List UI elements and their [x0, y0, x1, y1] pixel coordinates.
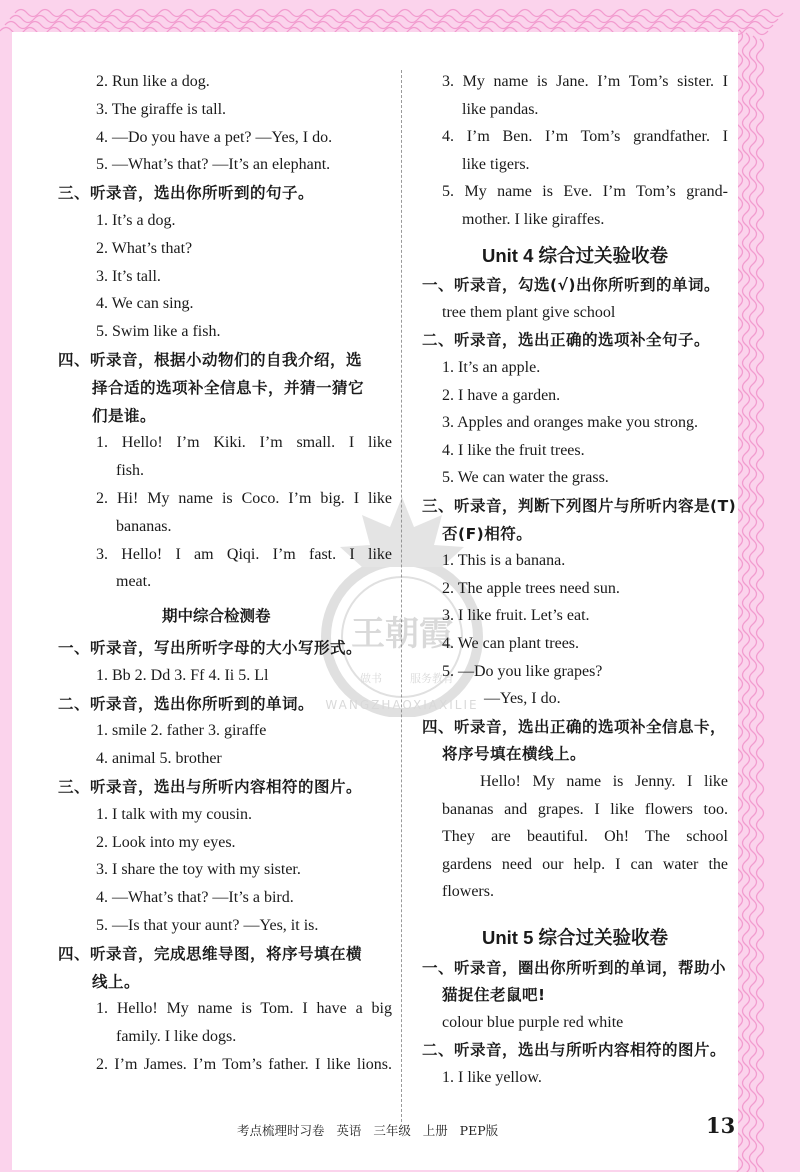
publisher-watermark: [302, 487, 502, 717]
list-item: 2. I’m James. I’m Tom’s father. I like lions.: [96, 1056, 392, 1073]
passage-line: bananas and grapes. I like flowers too.: [442, 800, 728, 818]
list-item: 5. My name is Eve. I’m Tom’s grand-: [442, 183, 728, 201]
list-item: 2. What’s that?: [96, 239, 193, 257]
list-item: 1. It’s an apple.: [442, 359, 541, 376]
section-heading: 三、听录音，选出与所听内容相符的图片。: [58, 778, 363, 796]
watermark-brand: 王朝霞: [351, 614, 453, 654]
page-sheet: [12, 32, 738, 1170]
list-item: 4. animal 5. brother: [96, 750, 222, 768]
section-heading: 三、听录音，判断下列图片与所听内容是(T): [422, 497, 737, 515]
list-item: 1. I talk with my cousin.: [96, 805, 252, 823]
list-item: 2. Run like a dog.: [96, 73, 210, 90]
page-number: 13: [706, 1113, 736, 1138]
section-heading: 四、听录音，完成思维导图，将序号填在横: [58, 944, 363, 963]
section-heading-continued: 择合适的选项补全信息卡，并猜一猜它: [92, 378, 365, 397]
watermark-tag-left: 做书: [360, 672, 382, 685]
list-item: 5. —Is that your aunt? —Yes, it is.: [96, 917, 319, 934]
list-item: 3. My name is Jane. I’m Tom’s sister. I: [442, 73, 728, 90]
list-item: 4. —Do you have a pet? —Yes, I do.: [96, 128, 333, 146]
list-item: 2. Hi! My name is Coco. I’m big. I like: [96, 490, 392, 507]
watermark-ring-text: WANGZHAOXIAXILIE: [325, 698, 479, 712]
list-item: 1. Bb 2. Dd 3. Ff 4. Ii 5. Ll: [96, 666, 269, 684]
right-wave-line: [743, 33, 750, 1172]
unit-title: Unit 5 综合过关验收卷: [482, 927, 669, 948]
section-heading: 一、听录音，圈出你所听到的单词，帮助小: [422, 958, 727, 977]
list-item-continued: bananas.: [116, 517, 172, 535]
section-heading-continued: 将序号填在横线上。: [442, 745, 587, 764]
list-item-continued: like tigers.: [462, 155, 530, 173]
page-footer: [12, 1113, 738, 1143]
word-list: colour blue purple red white: [442, 1013, 624, 1031]
list-item-continued: fish.: [116, 462, 144, 480]
list-item: 3. I like fruit. Let’s eat.: [442, 607, 590, 625]
section-heading-continued: 线上。: [92, 972, 141, 991]
list-item: 5. Swim like a fish.: [96, 323, 221, 341]
section-heading: 二、听录音，选出你所听到的单词。: [58, 694, 315, 713]
section-heading: 一、听录音，写出所听字母的大小写形式。: [58, 639, 363, 657]
right-wave-border: [736, 30, 764, 1172]
list-item-continued: family. I like dogs.: [116, 1028, 237, 1046]
footer-book-info: 考点梳理时习卷 英语 三年级 上册 PEP版: [237, 1123, 499, 1138]
passage-line: Hello! My name is Jenny. I like: [480, 773, 728, 790]
passage-line: flowers.: [442, 883, 494, 901]
passage-line: They are beautiful. Oh! The school: [442, 828, 728, 846]
exam-title: 期中综合检测卷: [162, 607, 271, 626]
list-item: 3. Apples and oranges make you strong.: [442, 414, 698, 432]
list-item: 2. The apple trees need sun.: [442, 579, 620, 597]
list-item-continued: like pandas.: [462, 100, 539, 118]
list-item: 1. This is a banana.: [442, 552, 566, 570]
list-item: 4. I’m Ben. I’m Tom’s grandfather. I: [442, 128, 728, 146]
section-heading: 四、听录音，根据小动物们的自我介绍，选: [58, 351, 363, 369]
word-list: tree them plant give school: [442, 303, 616, 321]
section-heading-continued: 猫捉住老鼠吧!: [442, 986, 546, 1005]
list-item: 4. —What’s that? —It’s a bird.: [96, 889, 294, 907]
list-item: 4. We can plant trees.: [442, 635, 580, 652]
right-wave-line: [757, 39, 764, 1172]
list-item: 1. Hello! My name is Tom. I have a big: [96, 1000, 392, 1018]
section-heading-continued: 否(F)相符。: [442, 524, 533, 543]
list-item-continued: mother. I like giraffes.: [462, 211, 605, 228]
list-item: 3. It’s tall.: [96, 267, 161, 285]
section-heading: 二、听录音，选出与所听内容相符的图片。: [422, 1041, 727, 1060]
list-item: 3. Hello! I am Qiqi. I’m fast. I like: [96, 545, 392, 563]
list-item: 1. Hello! I’m Kiki. I’m small. I like: [96, 434, 392, 452]
list-item: 5. We can water the grass.: [442, 469, 609, 487]
list-item: 2. Look into my eyes.: [96, 833, 236, 851]
unit-title: Unit 4 综合过关验收卷: [482, 244, 669, 266]
list-item: 4. I like the fruit trees.: [442, 441, 585, 459]
list-item-continued: —Yes, I do.: [484, 690, 561, 708]
list-item: 5. —Do you like grapes?: [442, 662, 603, 680]
right-wave-line: [750, 36, 757, 1172]
list-item-continued: meat.: [116, 573, 152, 591]
section-heading: 一、听录音，勾选(√)出你所听到的单词。: [422, 276, 721, 295]
list-item: 5. —What’s that? —It’s an elephant.: [96, 156, 331, 174]
list-item: 3. I share the toy with my sister.: [96, 861, 301, 879]
list-item: 1. I like yellow.: [442, 1069, 542, 1086]
section-heading: 三、听录音，选出你所听到的句子。: [58, 184, 315, 203]
list-item: 3. The giraffe is tall.: [96, 100, 227, 118]
passage-line: gardens need our help. I can water the: [442, 855, 728, 873]
top-wave-border: [0, 10, 783, 35]
section-heading: 二、听录音，选出正确的选项补全句子。: [422, 331, 711, 350]
section-heading: 四、听录音，选出正确的选项补全信息卡，: [422, 717, 727, 736]
list-item: 1. smile 2. father 3. giraffe: [96, 722, 267, 740]
list-item: 1. It’s a dog.: [96, 212, 176, 229]
list-item: 2. I have a garden.: [442, 386, 561, 404]
section-heading-continued: 们是谁。: [92, 406, 157, 425]
watermark-tag-right: 服务教育: [410, 672, 454, 685]
list-item: 4. We can sing.: [96, 295, 194, 313]
